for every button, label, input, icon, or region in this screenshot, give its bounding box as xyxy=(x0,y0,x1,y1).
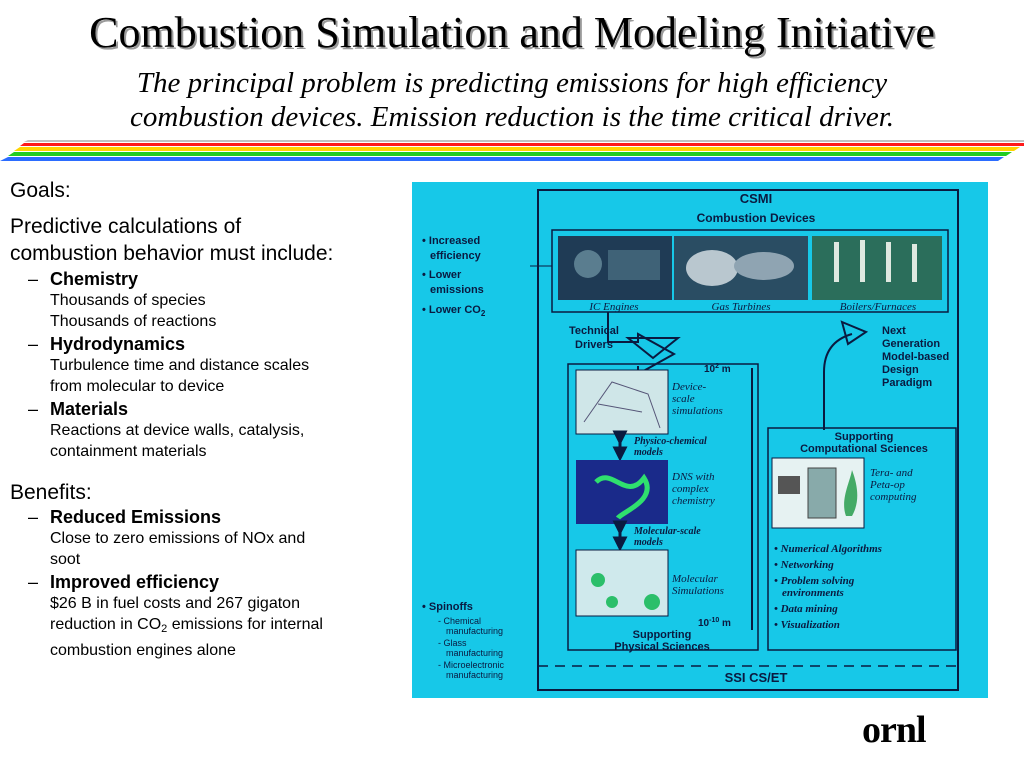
engine-part xyxy=(574,250,602,278)
turbine-part xyxy=(734,252,794,280)
benefit-item-line: combustion engines alone xyxy=(50,642,236,659)
comp-bullet-environments: environments xyxy=(782,587,844,599)
dash-bullet: – xyxy=(28,507,39,527)
goals-intro-line-2: combustion behavior must include: xyxy=(10,242,334,265)
spinoff-line: - Glass xyxy=(438,638,467,648)
benefit-item-line: $26 B in fuel costs and 267 gigaton xyxy=(50,595,300,612)
next-gen-5: Paradigm xyxy=(882,377,933,389)
next-gen-1: Next xyxy=(882,325,906,337)
goal-item-line: Turbulence time and distance scales xyxy=(50,357,310,374)
dash-bullet: – xyxy=(28,399,39,419)
goal-bullet-emissions-2: emissions xyxy=(430,284,484,296)
benefit-item-title: Improved efficiency xyxy=(50,572,220,592)
boiler-stack xyxy=(834,242,839,282)
stripe-red xyxy=(20,143,1024,146)
stripe-green xyxy=(8,152,1012,156)
molecular-sim-2: Simulations xyxy=(672,585,724,597)
goal-bullet-emissions-1: • Lower xyxy=(422,269,462,281)
tera-1: Tera- and xyxy=(870,467,913,479)
molecule xyxy=(606,596,618,608)
benefit-item-line: soot xyxy=(50,551,81,568)
dash-bullet: – xyxy=(28,334,39,354)
benefit-item-title: Reduced Emissions xyxy=(50,507,222,527)
next-gen-2: Generation xyxy=(882,338,941,350)
co2-text-post: emissions for internal xyxy=(167,616,323,633)
molecule xyxy=(644,594,660,610)
goal-item-line: Reactions at device walls, catalysis, xyxy=(50,422,305,439)
tera-3: computing xyxy=(870,491,917,503)
dash-bullet: – xyxy=(28,572,39,592)
page-title: Combustion Simulation and Modeling Initiative xyxy=(89,8,935,57)
device-scale-image xyxy=(576,370,668,434)
comp-bullet-data-mining: • Data mining xyxy=(774,603,838,615)
benefit-item-line xyxy=(50,614,405,640)
stripe-blue xyxy=(0,157,1004,161)
comp-bullet-algorithms: • Numerical Algorithms xyxy=(774,543,882,555)
benefit-item-line: Close to zero emissions of NOx and xyxy=(50,530,306,547)
boiler-image xyxy=(812,236,942,300)
ic-engines-caption: IC Engines xyxy=(589,301,639,313)
goals-heading: Goals: xyxy=(10,179,71,202)
csmi-label: CSMI xyxy=(739,191,773,206)
tera-2: Peta-op xyxy=(870,479,905,491)
spinoffs-title: • Spinoffs xyxy=(422,601,473,613)
benefit-item-efficiency xyxy=(10,572,405,661)
spinoff-line: - Microelectronic xyxy=(438,660,505,670)
co2-text: reduction in CO xyxy=(50,616,162,633)
comp-bullet-problem-solving: • Problem solving xyxy=(774,575,855,587)
gas-turbines-caption: Gas Turbines xyxy=(711,301,771,313)
comp-bullet-networking: • Networking xyxy=(774,559,834,571)
left-text-column xyxy=(10,178,405,661)
spinoff-line: manufacturing xyxy=(446,648,504,658)
subtitle-line-1: The principal problem is predicting emissions for high efficiency xyxy=(136,67,888,99)
technical-drivers-2: Drivers xyxy=(575,339,613,351)
ornl-logo: ornl xyxy=(862,709,926,751)
supporting-physical-2: Physical Sciences xyxy=(614,641,710,653)
boiler-stack xyxy=(886,242,891,282)
goal-item-line: Thousands of species xyxy=(50,292,206,309)
stripe-gray xyxy=(24,140,1024,142)
goal-bullet-co2: • Lower $CO_2$ xyxy=(422,304,486,318)
goal-item-line: containment materials xyxy=(50,443,207,460)
dash-bullet: – xyxy=(28,269,39,289)
goal-bullet-efficiency-1: • Increased xyxy=(422,235,481,247)
benefits-heading: Benefits: xyxy=(10,481,92,504)
molecular-scale-1: Molecular-scale xyxy=(634,526,701,537)
comp-bullet-visualization: • Visualization xyxy=(774,619,840,631)
goal-item-title: Chemistry xyxy=(50,269,139,289)
supporting-physical-1: Supporting xyxy=(632,629,692,641)
spinoff-line: manufacturing xyxy=(446,626,504,636)
subtitle-line-2: combustion devices. Emission reduction is the time critical driver. xyxy=(129,101,895,133)
goal-item-line: from molecular to device xyxy=(50,378,225,395)
devices-label: Combustion Devices xyxy=(696,211,816,225)
goal-item-title: Materials xyxy=(50,399,129,419)
physico-chemical-2: models xyxy=(634,447,663,458)
goal-item-title: Hydrodynamics xyxy=(50,334,186,354)
technical-drivers-1: Technical xyxy=(569,325,619,337)
physico-chemical-1: Physico-chemical xyxy=(634,436,707,447)
boiler-stack xyxy=(860,240,865,282)
csmi-diagram xyxy=(412,182,988,698)
next-gen-3: Model-based xyxy=(882,351,950,363)
goals-intro xyxy=(10,213,405,267)
benefit-item-emissions xyxy=(10,507,405,570)
goal-item-materials xyxy=(10,399,405,462)
dns-2: complex xyxy=(672,483,709,495)
stripe-yellow xyxy=(14,147,1020,151)
scale-top: $10^2$ m xyxy=(704,363,731,375)
spinoff-line: manufacturing xyxy=(446,670,504,680)
molecular-scale-2: models xyxy=(634,537,663,548)
goals-intro-line-1: Predictive calculations of xyxy=(10,215,242,238)
supporting-comp-1: Supporting xyxy=(834,431,894,443)
goal-bullet-efficiency-2: efficiency xyxy=(430,250,481,262)
co2-subscript: 2 xyxy=(161,623,168,635)
turbine-part xyxy=(686,250,738,286)
goal-item-line: Thousands of reactions xyxy=(50,313,217,330)
molecular-sim-1: Molecular xyxy=(672,573,718,585)
spinoff-line: - Chemical xyxy=(438,616,482,626)
scale-bottom: $10^{-10}$ m xyxy=(698,617,731,629)
ssi-label: SSI CS/ET xyxy=(724,670,788,685)
boilers-caption: Boilers/Furnaces xyxy=(839,301,917,313)
dns-1: DNS with xyxy=(672,471,715,483)
next-gen-4: Design xyxy=(882,364,919,376)
goal-item-hydrodynamics xyxy=(10,334,405,397)
engine-part xyxy=(608,250,660,280)
goal-item-chemistry xyxy=(10,269,405,332)
computer-icon xyxy=(778,476,800,494)
boiler-stack xyxy=(912,244,917,282)
rack-icon xyxy=(808,468,836,518)
device-scale-2: scale xyxy=(672,393,695,405)
supporting-comp-2: Computational Sciences xyxy=(800,443,928,455)
device-scale-1: Device- xyxy=(672,381,707,393)
dns-3: chemistry xyxy=(672,495,715,507)
device-scale-3: simulations xyxy=(672,405,723,417)
molecule xyxy=(591,573,605,587)
page-subtitle xyxy=(0,66,1024,134)
rainbow-stripes xyxy=(0,140,1024,164)
